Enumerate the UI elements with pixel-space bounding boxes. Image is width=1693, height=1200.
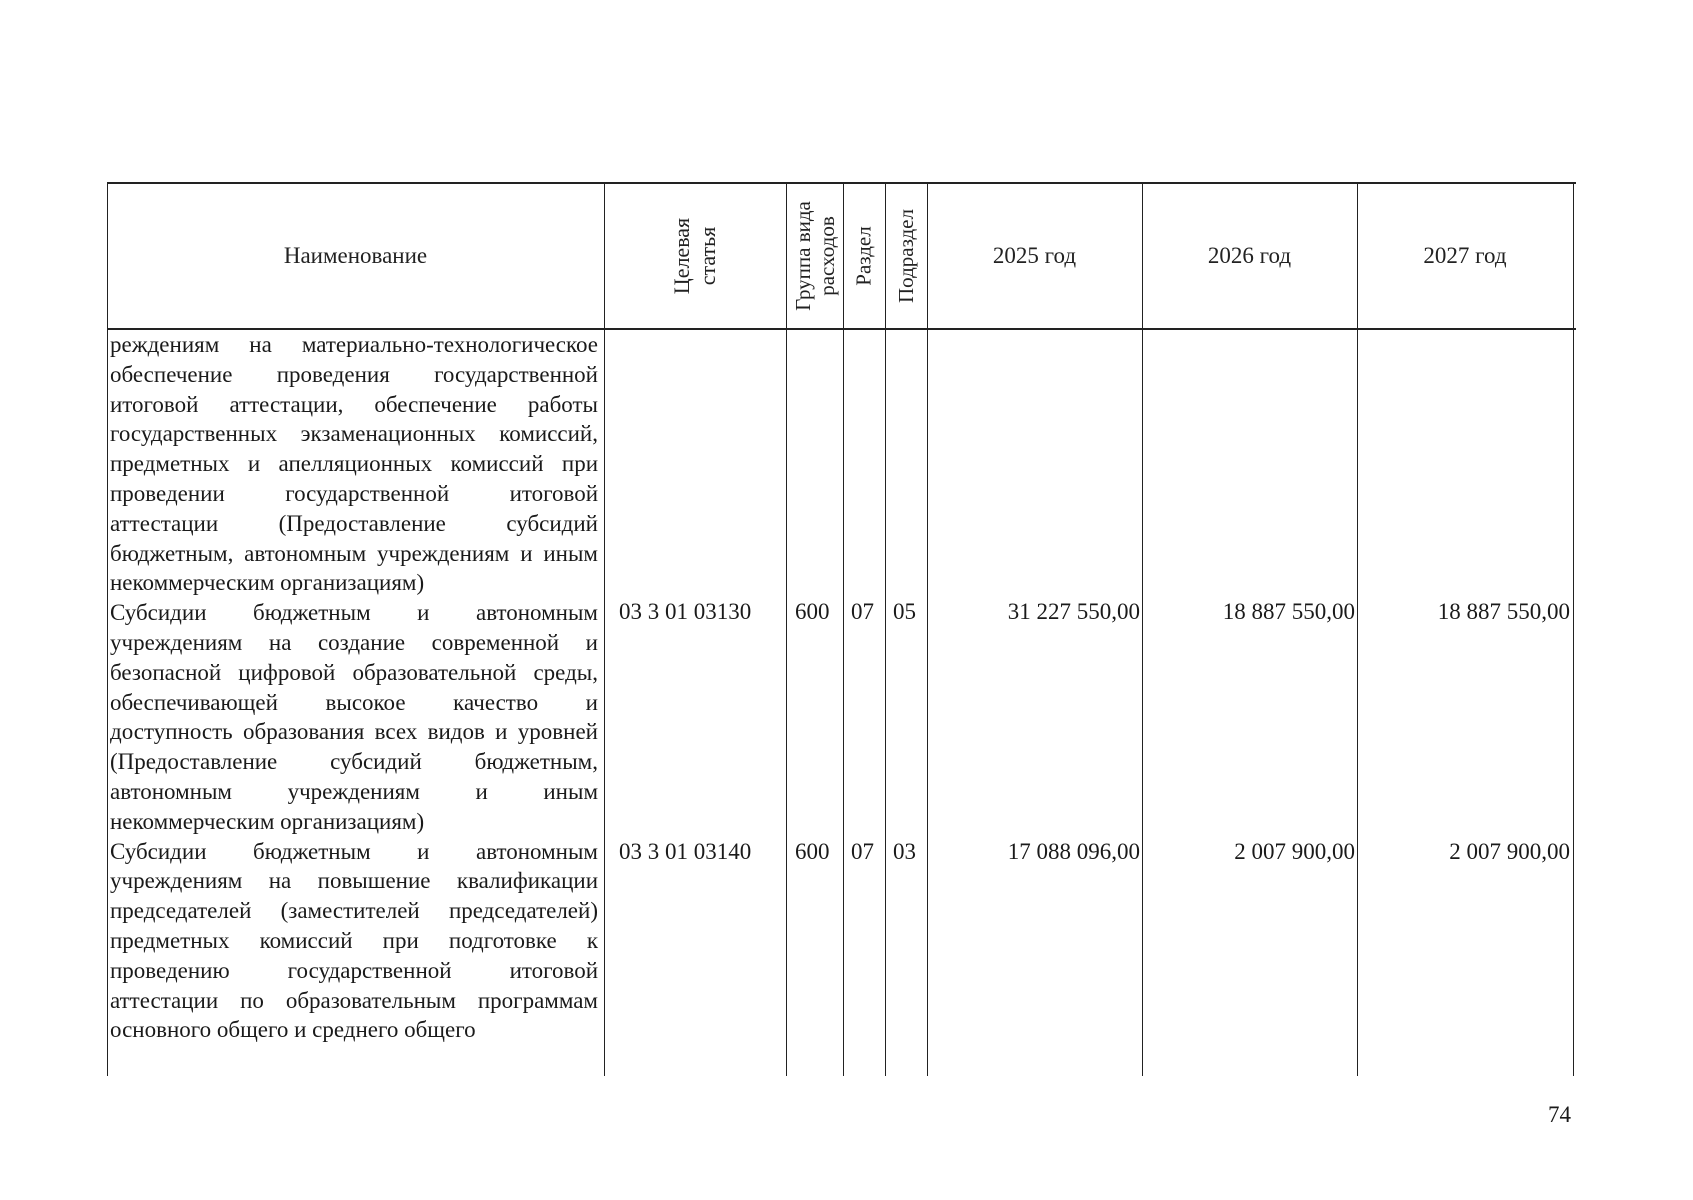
- header-2027-text: 2027 год: [1423, 243, 1507, 268]
- row-1-section: 07: [851, 599, 874, 624]
- header-target-article-text: [669, 218, 721, 294]
- header-target-article: [604, 184, 786, 328]
- row-1-expense-group: 600: [795, 599, 830, 624]
- header-expense-group: [786, 184, 843, 328]
- row-2-2027: 2 007 900,00: [1449, 839, 1570, 864]
- row-2-expense-group: 600: [795, 839, 830, 864]
- header-section-text: Раздел: [852, 226, 876, 286]
- header-subsection-text: Подраздел: [894, 209, 918, 303]
- row-1-2026: 18 887 550,00: [1222, 599, 1355, 624]
- header-expense-group-line1: Группа вида: [790, 201, 815, 311]
- header-expense-group-line2: расходов: [814, 216, 839, 296]
- page-number: 74: [1548, 1102, 1571, 1127]
- row-2-name: Субсидии бюджетным и автономным учреждениям на создание современной и безопасной цифровой образовательной среды, обеспечивающей высокое качество и доступность образования всех видов и уровней (Предоставление субсидий бюджетным, автономным учреждениям и иным некоммерческим организациям): [110, 600, 598, 834]
- row-1-target-article: 03 3 01 03130: [619, 599, 752, 624]
- row-2-target-article: 03 3 01 03140: [619, 839, 752, 864]
- row-2-subsection: 03: [893, 839, 916, 864]
- header-2026: [1142, 184, 1357, 328]
- row-2-2026: 2 007 900,00: [1234, 839, 1355, 864]
- header-expense-group-text: [791, 201, 839, 311]
- row-1-subsection: 05: [893, 599, 916, 624]
- header-2025-text: 2025 год: [992, 243, 1077, 268]
- header-2026-text: 2026 год: [1207, 243, 1292, 268]
- name-column: [110, 330, 598, 1045]
- header-2025: [927, 184, 1142, 328]
- header-2027: [1357, 184, 1573, 328]
- row-1-name: реждениям на материально-технологическое обеспечение проведения государственной итоговой аттестации, обеспечение работы государственных экзаменационных комиссий, предметных и апелляционных комиссий при проведении государственной итоговой аттестации (Предоставление субсидий бюджетным, автономным учреждениям и иным некоммерческим организациям): [110, 332, 598, 596]
- header-target-article-line1: Целевая: [668, 217, 694, 295]
- row-2-section: 07: [851, 839, 874, 864]
- row-3-name: Субсидии бюджетным и автономным учреждениям на повышение квалификации председателей (заместителей председателей) предметных комиссий при подготовке к проведению государственной итоговой аттестации по образовательным программам основного общего и среднего общего: [110, 838, 598, 1043]
- row-1-2025: 31 227 550,00: [1007, 599, 1140, 624]
- header-name-text: Наименование: [283, 243, 428, 268]
- header-section: [843, 184, 885, 328]
- header-subsection: [885, 184, 927, 328]
- header-name: [107, 184, 604, 328]
- header-target-article-line2: статья: [694, 226, 720, 286]
- column-divider: [1573, 182, 1574, 1076]
- row-2-2025: 17 088 096,00: [1007, 839, 1140, 864]
- row-1-2027: 18 887 550,00: [1437, 599, 1570, 624]
